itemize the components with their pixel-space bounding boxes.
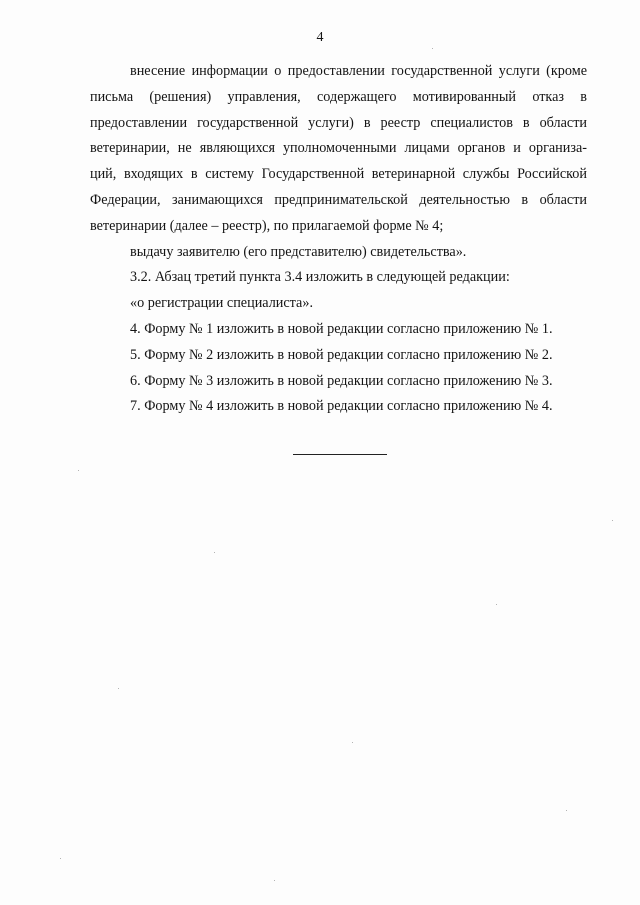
scan-speck bbox=[612, 520, 613, 521]
document-body bbox=[90, 59, 587, 420]
scan-speck bbox=[432, 48, 433, 49]
scan-speck bbox=[566, 810, 567, 811]
paragraph-clause-3-2: 3.2. Абзац третий пункта 3.4 изложить в следующей редакции: bbox=[130, 269, 510, 286]
list-item-form-3: 6. Форму № 3 изложить в новой редакции согласно приложению № 3. bbox=[130, 372, 553, 389]
scan-speck bbox=[214, 552, 215, 553]
paragraph-specialist-registration: «о регистрации специалиста». bbox=[130, 295, 313, 312]
paragraph-certificate-issue: выдачу заявителю (его представителю) свидетельства». bbox=[130, 243, 467, 260]
scan-speck bbox=[118, 688, 119, 689]
paragraph-registry-entry: внесение информации о предоставлении государственной услуги (кроме письма (решения) управления, содержащего мотивированный отказ в предоставлении государственной услуги) в реестр специалистов в области ветеринарии, не являющихся уполномоченными лицами органов и организа- bbox=[90, 63, 587, 157]
scan-speck bbox=[352, 742, 353, 743]
list-item-form-1: 4. Форму № 1 изложить в новой редакции согласно приложению № 1. bbox=[130, 320, 553, 337]
closing-separator-line bbox=[293, 454, 387, 455]
page-number: 4 bbox=[316, 30, 324, 45]
paragraph-registry-entry-continued: ций, входящих в систему Государственной ветеринарной службы Российской Федерации, занимающихся предпринимательской деятельностью в области ветеринарии (далее – реестр), по прилагаемой форме № 4; bbox=[90, 166, 587, 234]
scan-speck bbox=[274, 880, 275, 881]
scan-speck bbox=[78, 470, 79, 471]
scan-speck bbox=[60, 858, 61, 859]
list-item-form-2: 5. Форму № 2 изложить в новой редакции согласно приложению № 2. bbox=[130, 346, 553, 363]
list-item-form-4: 7. Форму № 4 изложить в новой редакции согласно приложению № 4. bbox=[130, 398, 553, 415]
scan-speck bbox=[496, 604, 497, 605]
